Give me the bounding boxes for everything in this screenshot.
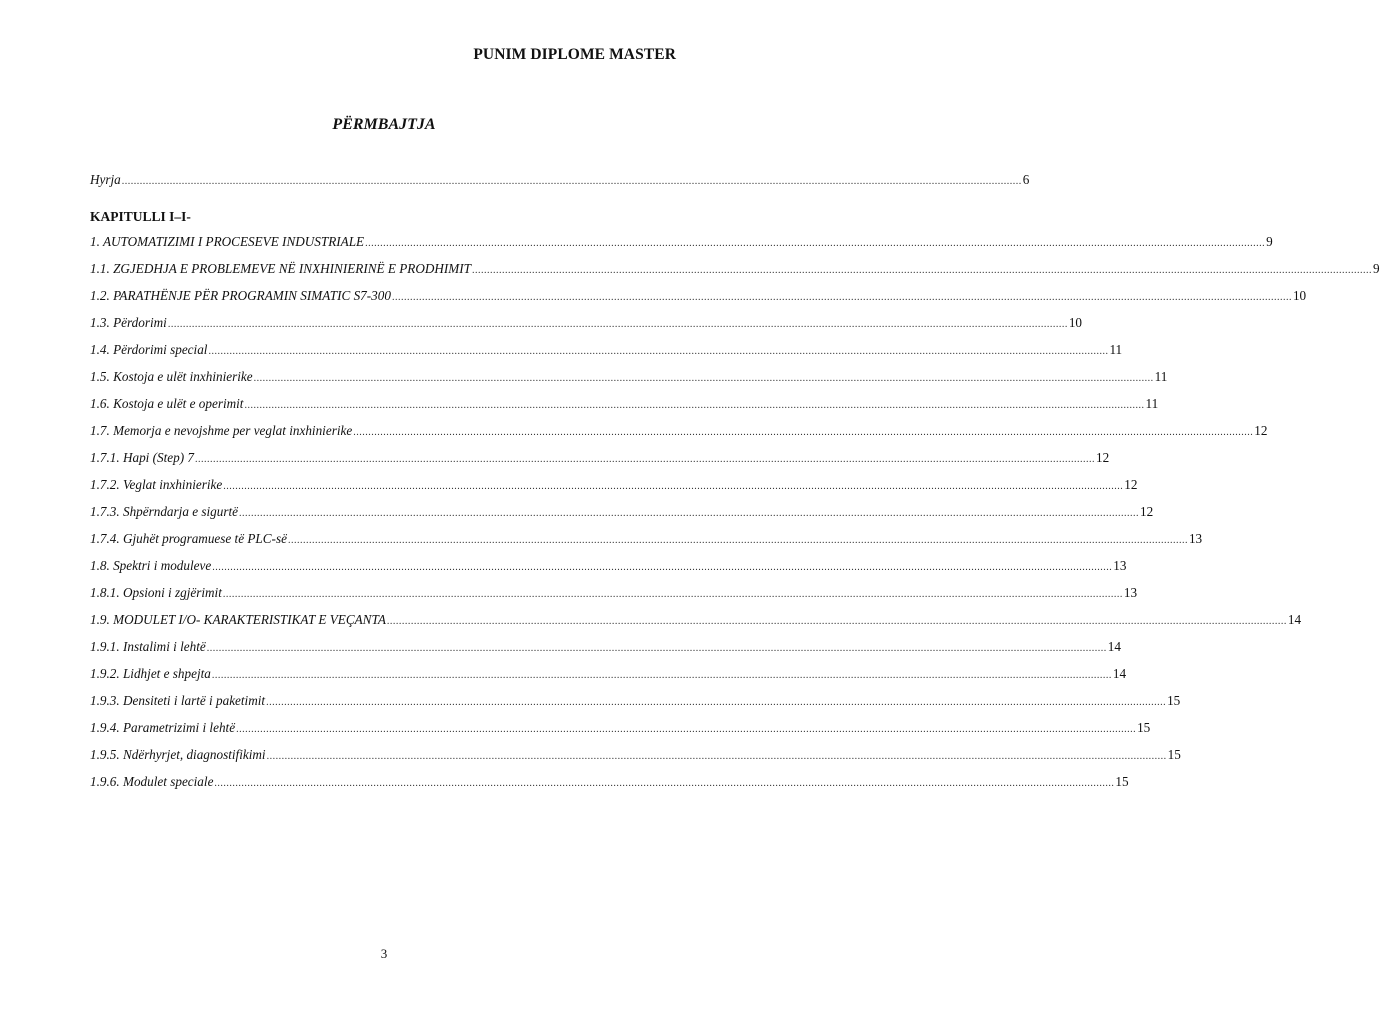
toc-entry-label: 1.7. Memorja e nevojshme per veglat inxhinierike <box>90 423 353 438</box>
toc-entry-page: 12 <box>1140 504 1154 519</box>
toc-entry[interactable] <box>90 342 1123 369</box>
toc-entry-intro[interactable] <box>90 172 1030 199</box>
toc-entry-label: 1.9.1. Instalimi i lehtë <box>90 639 206 654</box>
toc-entry-page: 15 <box>1115 774 1129 789</box>
toc-entry[interactable] <box>90 234 1273 261</box>
dot-leader: ............................................................................................................................................................................................................................................................................................................ <box>236 724 1137 735</box>
dot-leader: ............................................................................................................................................................................................................................................................................................................ <box>121 176 1022 187</box>
dot-leader: ............................................................................................................................................................................................................................................................................................................ <box>287 535 1188 546</box>
toc-entry-page: 11 <box>1154 369 1168 384</box>
toc-entry[interactable] <box>90 423 1268 450</box>
toc-entry-label: 1.9.3. Densiteti i lartë i paketimit <box>90 693 266 708</box>
toc-entry-page: 11 <box>1145 396 1159 411</box>
toc-entry[interactable] <box>90 774 1129 801</box>
toc-entry-page: 6 <box>1022 172 1030 187</box>
toc-entry[interactable] <box>90 504 1154 531</box>
toc-entry[interactable] <box>90 315 1082 342</box>
dot-leader: ............................................................................................................................................................................................................................................................................................................ <box>195 454 1096 465</box>
dot-leader: ............................................................................................................................................................................................................................................................................................................ <box>214 778 1115 789</box>
toc-entry-label: 1.1. ZGJEDHJA E PROBLEMEVE NË INXHINIERINË E PRODHIMIT <box>90 261 472 276</box>
toc-entry[interactable] <box>90 531 1203 558</box>
toc-entry-label: 1.7.3. Shpërndarja e sigurtë <box>90 504 238 519</box>
toc-entry[interactable] <box>90 558 1127 585</box>
toc-entry-page: 14 <box>1287 612 1302 627</box>
page-number: 3 <box>380 946 388 961</box>
toc-entry-label: 1.9.2. Lidhjet e shpejta <box>90 666 211 681</box>
toc-entry[interactable] <box>90 261 1380 288</box>
toc-entry[interactable] <box>90 369 1168 396</box>
toc-entry[interactable] <box>90 396 1159 423</box>
toc-entry[interactable] <box>90 693 1181 720</box>
toc-entry-page: 13 <box>1113 558 1127 573</box>
dot-leader: ............................................................................................................................................................................................................................................................................................................ <box>222 589 1123 600</box>
document-header-title: PUNIM DIPLOME MASTER <box>473 46 676 63</box>
toc-entry[interactable] <box>90 720 1151 747</box>
dot-leader: ............................................................................................................................................................................................................................................................................................................ <box>244 400 1145 411</box>
toc-title: PËRMBAJTJA <box>332 116 436 133</box>
dot-leader: ............................................................................................................................................................................................................................................................................................................ <box>239 508 1139 519</box>
toc-entry[interactable] <box>90 450 1110 477</box>
toc-entry-label: 1.9. MODULET I/O- KARAKTERISTIKAT E VEÇANTA <box>90 612 386 627</box>
dot-leader: ............................................................................................................................................................................................................................................................................................................ <box>266 751 1167 762</box>
dot-leader: ............................................................................................................................................................................................................................................................................................................ <box>253 373 1154 384</box>
dot-leader: ............................................................................................................................................................................................................................................................................................................ <box>365 238 1266 249</box>
table-of-contents <box>90 172 1380 801</box>
toc-entry[interactable] <box>90 288 1307 315</box>
toc-entry-label: 1.8. Spektri i moduleve <box>90 558 212 573</box>
toc-entry-label: 1.9.6. Modulet speciale <box>90 774 214 789</box>
toc-entry-page: 9 <box>1373 261 1380 276</box>
toc-entry-page: 12 <box>1096 450 1110 465</box>
toc-entry-page: 11 <box>1109 342 1123 357</box>
toc-entry-page: 15 <box>1137 720 1151 735</box>
toc-entry-page: 13 <box>1123 585 1138 600</box>
toc-entry-page: 13 <box>1188 531 1203 546</box>
toc-entry-label: 1.4. Përdorimi special <box>90 342 208 357</box>
dot-leader: ............................................................................................................................................................................................................................................................................................................ <box>167 319 1068 330</box>
dot-leader: ............................................................................................................................................................................................................................................................................................................ <box>266 697 1167 708</box>
toc-entry[interactable] <box>90 639 1121 666</box>
toc-entry-page: 14 <box>1112 666 1127 681</box>
toc-entry-label: 1.6. Kostoja e ulët e operimit <box>90 396 244 411</box>
dot-leader: ............................................................................................................................................................................................................................................................................................................ <box>391 292 1292 303</box>
toc-entries-list <box>90 234 1380 801</box>
toc-entry[interactable] <box>90 477 1138 504</box>
toc-entry-label: 1.7.2. Veglat inxhinierike <box>90 477 223 492</box>
toc-entry-label: 1.2. PARATHËNJE PËR PROGRAMIN SIMATIC S7-300 <box>90 288 391 303</box>
chapter-heading: KAPITULLI I–I- <box>90 209 191 224</box>
toc-entry-label: 1.5. Kostoja e ulët inxhinierike <box>90 369 253 384</box>
toc-entry-page: 15 <box>1167 693 1181 708</box>
toc-entry-label: 1.3. Përdorimi <box>90 315 167 330</box>
dot-leader: ............................................................................................................................................................................................................................................................................................................ <box>353 427 1254 438</box>
toc-entry-label: 1.9.5. Ndërhyrjet, diagnostifikimi <box>90 747 266 762</box>
toc-entry-page: 14 <box>1107 639 1121 654</box>
dot-leader: ............................................................................................................................................................................................................................................................................................................ <box>223 481 1124 492</box>
toc-entry-page: 9 <box>1266 234 1273 249</box>
toc-entry-label: 1.8.1. Opsioni i zgjërimit <box>90 585 222 600</box>
toc-entry-page: 12 <box>1124 477 1138 492</box>
dot-leader: ............................................................................................................................................................................................................................................................................................................ <box>386 616 1287 627</box>
toc-entry-label: 1.7.1. Hapi (Step) 7 <box>90 450 195 465</box>
toc-entry[interactable] <box>90 747 1181 774</box>
toc-entry[interactable] <box>90 612 1302 639</box>
toc-entry[interactable] <box>90 585 1138 612</box>
toc-entry-label: Hyrja <box>90 172 121 187</box>
toc-entry-label: 1.7.4. Gjuhët programuese të PLC-së <box>90 531 287 546</box>
dot-leader: ............................................................................................................................................................................................................................................................................................................ <box>472 265 1373 276</box>
toc-entry-page: 10 <box>1292 288 1307 303</box>
toc-entry[interactable] <box>90 666 1127 693</box>
dot-leader: ............................................................................................................................................................................................................................................................................................................ <box>206 643 1107 654</box>
toc-entry-label: 1. AUTOMATIZIMI I PROCESEVE INDUSTRIALE <box>90 234 365 249</box>
dot-leader: ............................................................................................................................................................................................................................................................................................................ <box>211 670 1112 681</box>
toc-entry-page: 10 <box>1068 315 1082 330</box>
dot-leader: ............................................................................................................................................................................................................................................................................................................ <box>208 346 1109 357</box>
dot-leader: ............................................................................................................................................................................................................................................................................................................ <box>212 562 1113 573</box>
toc-entry-page: 15 <box>1167 747 1181 762</box>
toc-entry-label: 1.9.4. Parametrizimi i lehtë <box>90 720 236 735</box>
toc-entry-page: 12 <box>1254 423 1268 438</box>
